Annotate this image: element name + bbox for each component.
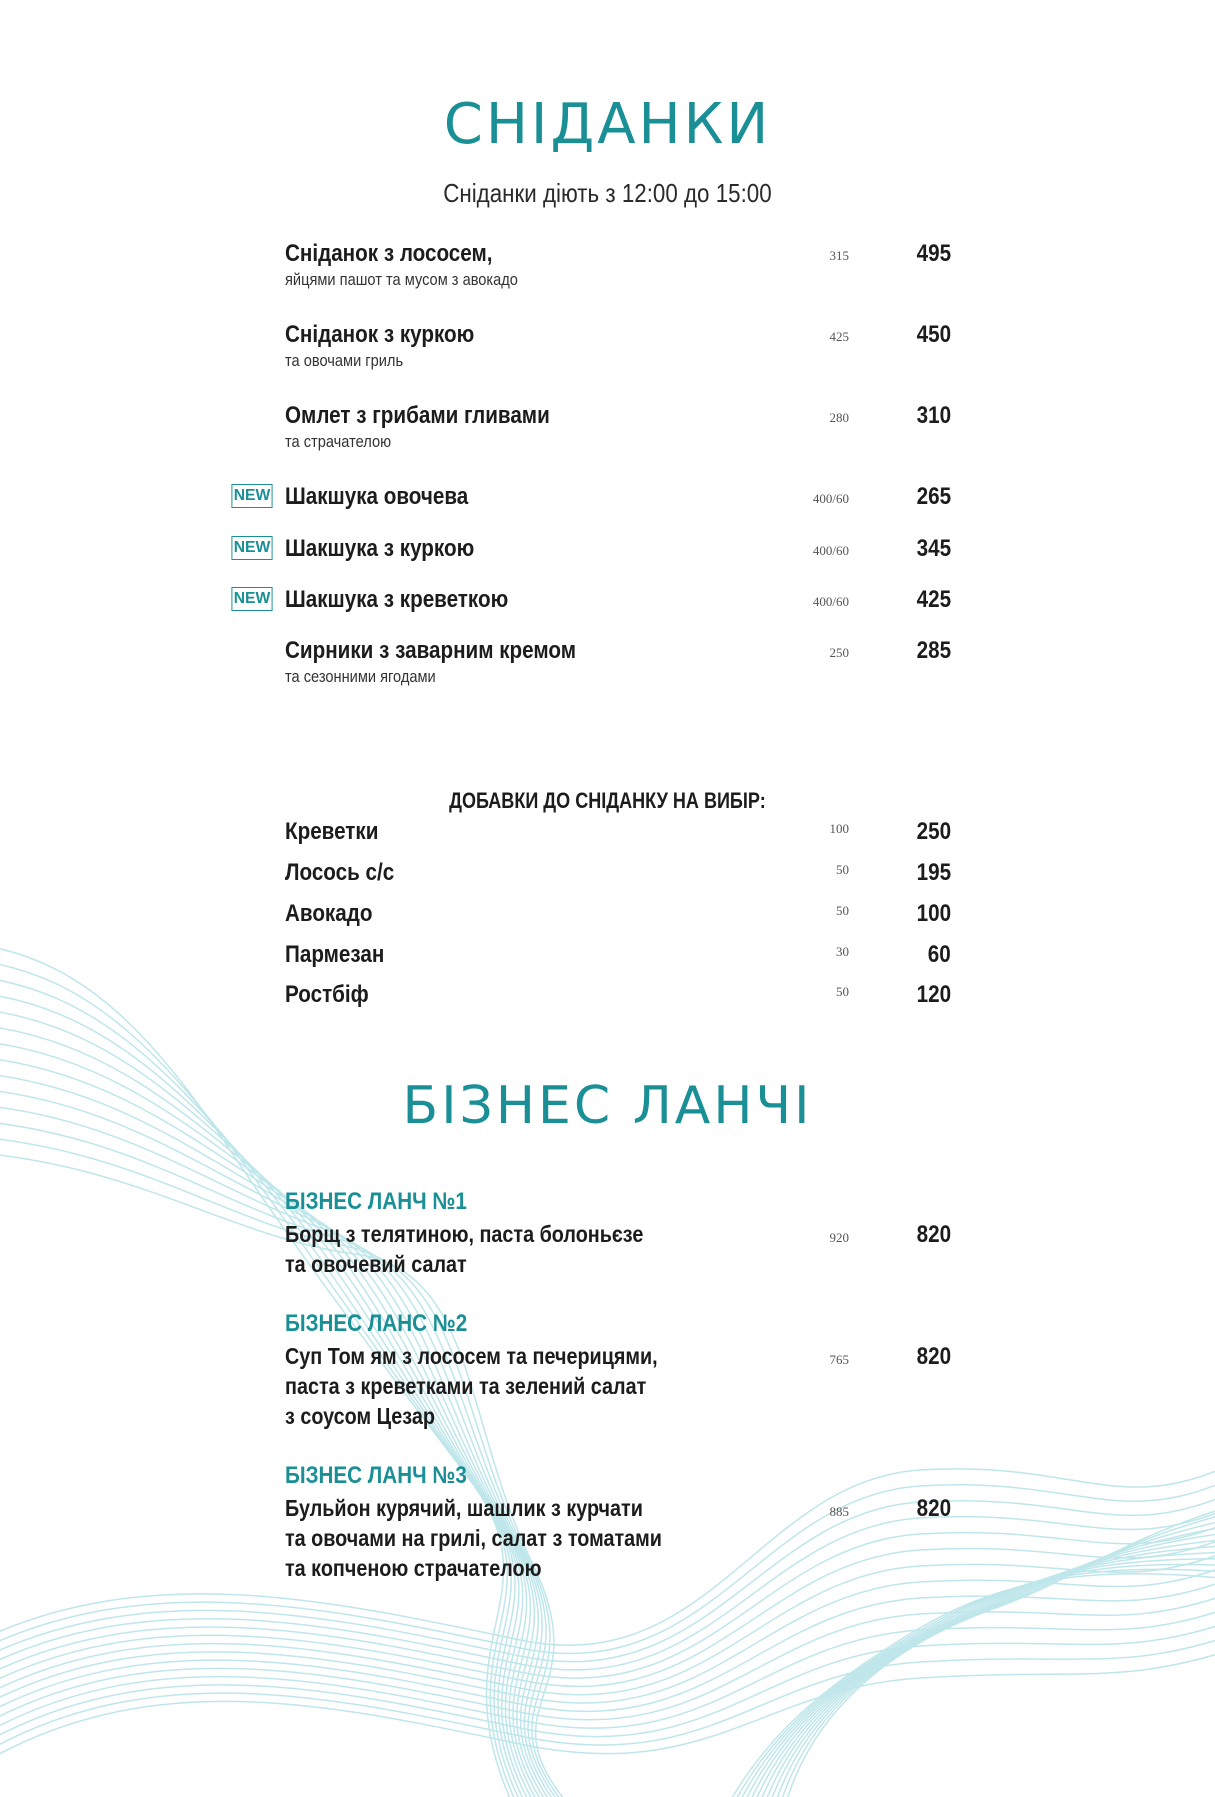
lunch-description-line: з соусом Цезар xyxy=(285,1403,435,1429)
lunch-weight: 765 xyxy=(829,1352,849,1367)
item-price: 450 xyxy=(916,321,951,348)
wave-line xyxy=(748,1545,1215,1797)
wave-line xyxy=(0,1590,1215,1727)
addon-weight: 30 xyxy=(836,944,849,959)
wave-line xyxy=(726,1569,1215,1797)
addon-name: Креветки xyxy=(285,818,379,845)
business-lunch-title: БІЗНЕС ЛАНЧІ xyxy=(402,1076,813,1136)
wave-line xyxy=(770,1517,1215,1797)
wave-line xyxy=(776,1510,1215,1797)
item-name: Шакшука з креветкою xyxy=(285,586,509,613)
item-weight: 425 xyxy=(829,329,849,344)
lunch-description-line: та копченою страчателою xyxy=(285,1555,542,1581)
item-name: Сирники з заварним кремом xyxy=(285,637,576,664)
lunch-description-line: Суп Том ям з лососем та печерицями, xyxy=(285,1343,658,1369)
wave-line xyxy=(0,1647,1215,1765)
item-name: Шакшука овочева xyxy=(285,483,469,510)
lunch-price: 820 xyxy=(916,1495,951,1522)
new-badge: NEW xyxy=(231,484,272,508)
wave-line xyxy=(0,1561,1215,1707)
wave-line xyxy=(754,1538,1215,1797)
addon-price: 250 xyxy=(916,818,951,845)
lunch-number: БІЗНЕС ЛАНС №2 xyxy=(285,1310,468,1337)
wave-line xyxy=(0,1105,568,1797)
new-badge: NEW xyxy=(231,536,272,560)
wave-line xyxy=(765,1524,1215,1797)
wave-line xyxy=(0,1460,1215,1645)
item-price: 285 xyxy=(916,637,951,664)
breakfast-title: СНІДАНКИ xyxy=(443,92,772,157)
item-price: 425 xyxy=(916,586,951,613)
wave-line xyxy=(731,1564,1215,1797)
wave-line xyxy=(759,1531,1215,1797)
lunch-weight: 885 xyxy=(829,1504,849,1519)
new-badge: NEW xyxy=(231,587,272,611)
wave-line xyxy=(0,1633,1215,1755)
addon-price: 100 xyxy=(916,900,951,927)
item-weight: 280 xyxy=(829,410,849,425)
wave-line xyxy=(0,1089,563,1797)
item-name: Шакшука з куркою xyxy=(285,535,475,562)
lunch-price: 820 xyxy=(916,1221,951,1248)
addon-name: Лосось с/с xyxy=(285,859,395,886)
lunch-price: 820 xyxy=(916,1343,951,1370)
item-name: Сніданок з куркою xyxy=(285,321,475,348)
lunch-weight: 920 xyxy=(829,1230,849,1245)
wave-line xyxy=(742,1552,1215,1797)
wave-line xyxy=(0,1618,1215,1745)
item-description: та сезонними ягодами xyxy=(285,667,436,686)
addon-weight: 50 xyxy=(836,984,849,999)
wave-line xyxy=(0,1025,544,1797)
wave-line xyxy=(720,1574,1215,1797)
addon-price: 195 xyxy=(916,859,951,886)
item-name: Омлет з грибами гливами xyxy=(285,402,550,429)
addon-weight: 50 xyxy=(836,862,849,877)
item-price: 310 xyxy=(916,402,951,429)
addon-price: 120 xyxy=(916,981,951,1008)
item-weight: 400/60 xyxy=(812,491,849,506)
breakfast-hours: Сніданки діють з 12:00 до 15:00 xyxy=(443,178,772,208)
addon-weight: 50 xyxy=(836,903,849,918)
item-description: яйцями пашот та мусом з авокадо xyxy=(285,270,518,289)
addon-price: 60 xyxy=(928,941,951,968)
item-weight: 400/60 xyxy=(812,594,849,609)
wave-line xyxy=(782,1503,1215,1797)
wave-line xyxy=(0,1575,1215,1717)
wave-line xyxy=(0,1073,558,1797)
item-weight: 250 xyxy=(829,645,849,660)
addons-header: ДОБАВКИ ДО СНІДАНКУ НА ВИБІР: xyxy=(449,788,766,813)
item-description: та страчателою xyxy=(285,432,392,451)
item-price: 265 xyxy=(916,483,951,510)
wave-line xyxy=(0,1546,1215,1697)
wave-line xyxy=(0,1532,1215,1688)
lunch-description-line: паста з креветками та зелений салат xyxy=(285,1373,647,1399)
wave-line xyxy=(737,1559,1215,1797)
item-price: 495 xyxy=(916,240,951,267)
addon-name: Ростбіф xyxy=(285,981,369,1008)
item-price: 345 xyxy=(916,535,951,562)
wave-line xyxy=(0,1041,549,1797)
lunch-description-line: та овочевий салат xyxy=(285,1251,467,1277)
item-name: Сніданок з лососем, xyxy=(285,240,493,267)
wave-line xyxy=(0,1604,1215,1736)
lunch-description-line: Бульйон курячий, шашлик з курчати xyxy=(285,1495,643,1521)
lunch-number: БІЗНЕС ЛАНЧ №1 xyxy=(285,1188,467,1215)
item-weight: 315 xyxy=(829,248,849,263)
addon-weight: 100 xyxy=(829,821,849,836)
lunch-description-line: та овочами на грилі, салат з томатами xyxy=(285,1525,662,1551)
lunch-number: БІЗНЕС ЛАНЧ №3 xyxy=(285,1462,467,1489)
item-description: та овочами гриль xyxy=(285,351,404,370)
lunch-description-line: Борщ з телятиною, паста болоньєзе xyxy=(285,1221,644,1247)
item-weight: 400/60 xyxy=(812,543,849,558)
wave-line xyxy=(0,1057,554,1797)
wave-line xyxy=(0,945,520,1797)
addon-name: Авокадо xyxy=(285,900,373,927)
addon-name: Пармезан xyxy=(285,941,385,968)
